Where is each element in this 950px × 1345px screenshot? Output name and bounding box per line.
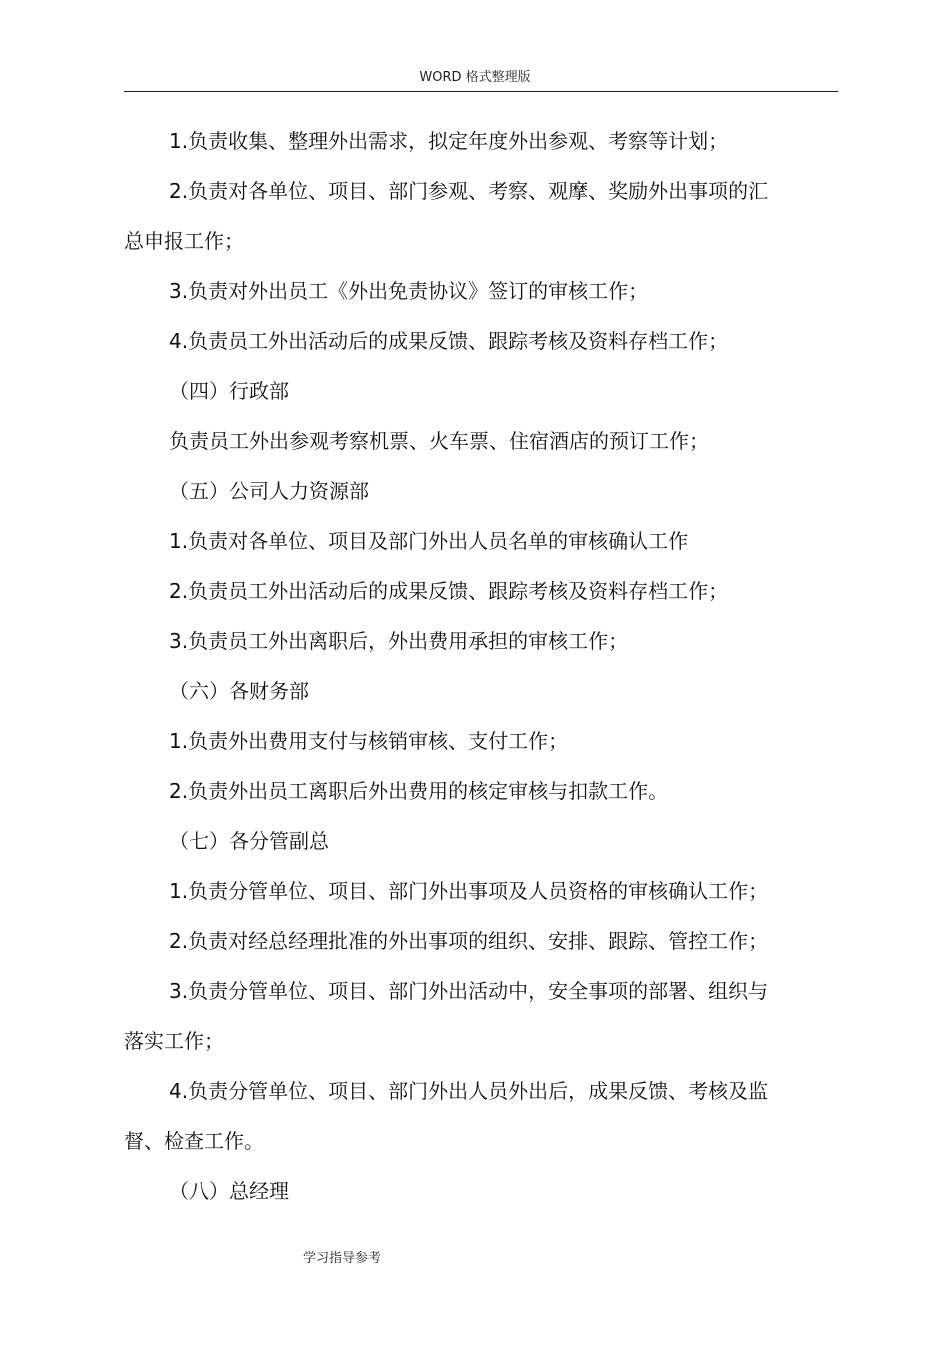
text-line-20: 4.负责分管单位、项目、部门外出人员外出后，成果反馈、考核及监 — [169, 1079, 769, 1103]
section-heading-8: （八）总经理 — [169, 1179, 289, 1203]
text-line-19: 落实工作； — [124, 1029, 224, 1053]
text-line-5: 4.负责员工外出活动后的成果反馈、跟踪考核及资料存档工作； — [169, 329, 729, 353]
section-heading-4: （四）行政部 — [169, 379, 289, 403]
text-line-18: 3.负责分管单位、项目、部门外出活动中，安全事项的部署、组织与 — [169, 979, 769, 1003]
text-line-21: 督、检查工作。 — [124, 1129, 264, 1153]
header-divider — [124, 91, 838, 92]
section-heading-7: （七）各分管副总 — [169, 829, 329, 853]
text-line-10: 2.负责员工外出活动后的成果反馈、跟踪考核及资料存档工作； — [169, 579, 729, 603]
section-heading-6: （六）各财务部 — [169, 679, 309, 703]
text-line-17: 2.负责对经总经理批准的外出事项的组织、安排、跟踪、管控工作； — [169, 929, 769, 953]
section-heading-5: （五）公司人力资源部 — [169, 479, 369, 503]
text-line-2: 2.负责对各单位、项目、部门参观、考察、观摩、奖励外出事项的汇 — [169, 179, 769, 203]
text-line-13: 1.负责外出费用支付与核销审核、支付工作； — [169, 729, 569, 753]
text-line-11: 3.负责员工外出离职后，外出费用承担的审核工作； — [169, 629, 629, 653]
text-line-4: 3.负责对外出员工《外出免责协议》签订的审核工作； — [169, 279, 649, 303]
page-header-title: WORD 格式整理版 — [419, 70, 531, 85]
text-line-3: 总申报工作； — [124, 229, 244, 253]
text-line-7: 负责员工外出参观考察机票、火车票、住宿酒店的预订工作； — [169, 429, 709, 453]
text-line-16: 1.负责分管单位、项目、部门外出事项及人员资格的审核确认工作； — [169, 879, 769, 903]
text-line-1: 1.负责收集、整理外出需求，拟定年度外出参观、考察等计划； — [169, 129, 729, 153]
page-footer-text: 学习指导参考 — [303, 1251, 382, 1266]
text-line-9: 1.负责对各单位、项目及部门外出人员名单的审核确认工作 — [169, 529, 689, 553]
text-line-14: 2.负责外出员工离职后外出费用的核定审核与扣款工作。 — [169, 779, 669, 803]
